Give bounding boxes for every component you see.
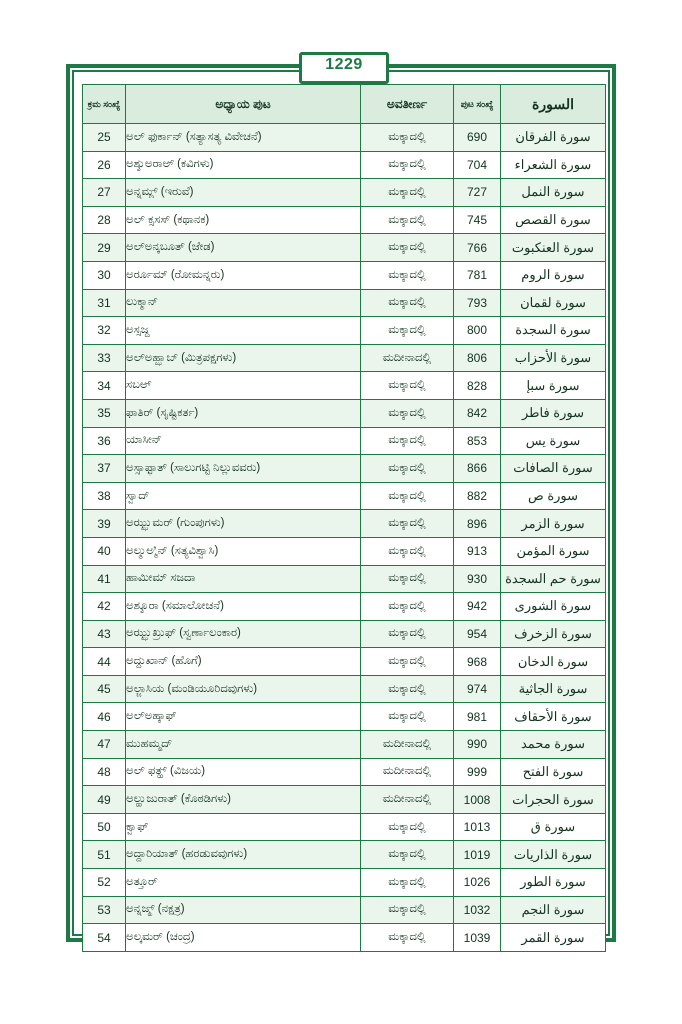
cell-page-number: 853	[454, 427, 501, 455]
cell-page-number: 954	[454, 620, 501, 648]
cell-arabic-name: سورة الفرقان	[501, 124, 606, 152]
cell-serial: 38	[83, 482, 126, 510]
cell-serial: 31	[83, 289, 126, 317]
cell-serial: 39	[83, 510, 126, 538]
cell-serial: 33	[83, 344, 126, 372]
cell-revelation-place: ಮದೀನಾದಲ್ಲಿ	[361, 731, 454, 759]
page-number: 1229	[299, 52, 389, 84]
cell-arabic-name: سورة الأحزاب	[501, 344, 606, 372]
cell-chapter-title: ಯಾಸೀನ್	[126, 427, 361, 455]
cell-serial: 28	[83, 206, 126, 234]
cell-arabic-name: سورة الحجرات	[501, 786, 606, 814]
cell-arabic-name: سورة الشعراء	[501, 151, 606, 179]
cell-serial: 54	[83, 924, 126, 952]
cell-serial: 37	[83, 455, 126, 483]
cell-chapter-title: ಅನ್ನಜ್ಮ್ (ನಕ್ಷತ್ರ)	[126, 896, 361, 924]
cell-revelation-place: ಮಕ್ಕಾದಲ್ಲಿ	[361, 813, 454, 841]
table-row	[83, 124, 606, 152]
table-row	[83, 841, 606, 869]
cell-arabic-name: سورة الزخرف	[501, 620, 606, 648]
table-row	[83, 344, 606, 372]
table-row	[83, 455, 606, 483]
cell-revelation-place: ಮಕ್ಕಾದಲ್ಲಿ	[361, 703, 454, 731]
cell-page-number: 913	[454, 537, 501, 565]
cell-chapter-title: ಅಲ್ಅಹ್ಕಾಫ್	[126, 703, 361, 731]
table-row	[83, 261, 606, 289]
table-row	[83, 813, 606, 841]
cell-arabic-name: سورة النمل	[501, 179, 606, 207]
cell-revelation-place: ಮಕ್ಕಾದಲ್ಲಿ	[361, 675, 454, 703]
cell-chapter-title: ಅಲ್ಅನ್ಕಬೂತ್ (ಜೇಡ)	[126, 234, 361, 262]
column-header-chapter: ಅಧ್ಯಾಯ ಪುಟ	[126, 85, 361, 124]
cell-serial: 47	[83, 731, 126, 759]
cell-arabic-name: سورة الجاثية	[501, 675, 606, 703]
cell-revelation-place: ಮಕ್ಕಾದಲ್ಲಿ	[361, 537, 454, 565]
cell-arabic-name: سورة الزمر	[501, 510, 606, 538]
table-row	[83, 593, 606, 621]
cell-chapter-title: ಅಲ್ಜಾಸಿಯ (ಮಂಡಿಯೂರಿದವುಗಳು)	[126, 675, 361, 703]
cell-page-number: 800	[454, 317, 501, 345]
cell-page-number: 968	[454, 648, 501, 676]
cell-chapter-title: ಫಾತಿರ್ (ಸೃಷ್ಟಿಕರ್ತ)	[126, 399, 361, 427]
table-row	[83, 537, 606, 565]
cell-arabic-name: سورة الفتح	[501, 758, 606, 786]
cell-serial: 26	[83, 151, 126, 179]
cell-arabic-name: سورة السجدة	[501, 317, 606, 345]
cell-arabic-name: سورة يس	[501, 427, 606, 455]
cell-chapter-title: ಸ್ವಾದ್	[126, 482, 361, 510]
cell-page-number: 690	[454, 124, 501, 152]
cell-page-number: 781	[454, 261, 501, 289]
cell-chapter-title: ಅಸ್ಸಾಫ್ಫಾತ್ (ಸಾಲುಗಟ್ಟಿ ನಿಲ್ಲುವವರು)	[126, 455, 361, 483]
cell-revelation-place: ಮಕ್ಕಾದಲ್ಲಿ	[361, 261, 454, 289]
cell-arabic-name: سورة العنكبوت	[501, 234, 606, 262]
table-row	[83, 924, 606, 952]
cell-arabic-name: سورة سبإ	[501, 372, 606, 400]
cell-chapter-title: ಅರ್ರೂಮ್ (ರೋಮನ್ನರು)	[126, 261, 361, 289]
table-row	[83, 399, 606, 427]
cell-page-number: 896	[454, 510, 501, 538]
cell-serial: 51	[83, 841, 126, 869]
cell-page-number: 930	[454, 565, 501, 593]
cell-chapter-title: ಅಝ್ಝುಖ್ರುಫ್ (ಸ್ವರ್ಣಾಲಂಕಾರ)	[126, 620, 361, 648]
cell-revelation-place: ಮಕ್ಕಾದಲ್ಲಿ	[361, 372, 454, 400]
cell-page-number: 1032	[454, 896, 501, 924]
table-row	[83, 427, 606, 455]
table-body	[83, 124, 606, 952]
cell-page-number: 866	[454, 455, 501, 483]
cell-arabic-name: سورة الدخان	[501, 648, 606, 676]
surah-index-table	[82, 84, 606, 952]
column-header-page: ಪುಟ ಸಂಖ್ಯೆ	[454, 85, 501, 124]
cell-serial: 50	[83, 813, 126, 841]
cell-arabic-name: سورة فاطر	[501, 399, 606, 427]
column-header-arabic: السورة	[501, 85, 606, 124]
table-row	[83, 648, 606, 676]
cell-serial: 29	[83, 234, 126, 262]
cell-chapter-title: ಅದ್ದಾರಿಯಾತ್ (ಹರಡುವವುಗಳು)	[126, 841, 361, 869]
cell-serial: 25	[83, 124, 126, 152]
cell-revelation-place: ಮಕ್ಕಾದಲ್ಲಿ	[361, 427, 454, 455]
table-row	[83, 179, 606, 207]
table-row	[83, 731, 606, 759]
cell-revelation-place: ಮದೀನಾದಲ್ಲಿ	[361, 758, 454, 786]
cell-chapter-title: ಹಾಮೀಮ್ ಸಜದಾ	[126, 565, 361, 593]
cell-revelation-place: ಮಕ್ಕಾದಲ್ಲಿ	[361, 841, 454, 869]
table-row	[83, 510, 606, 538]
column-header-serial: ಕ್ರಮ ಸಂಖ್ಯೆ	[83, 85, 126, 124]
cell-chapter-title: ಅಸ್ಸಜ್ದ	[126, 317, 361, 345]
cell-chapter-title: ಅಲ್ ಫತ್ಹ್ (ವಿಜಯ)	[126, 758, 361, 786]
cell-page-number: 1026	[454, 869, 501, 897]
cell-serial: 40	[83, 537, 126, 565]
cell-revelation-place: ಮಕ್ಕಾದಲ್ಲಿ	[361, 179, 454, 207]
cell-arabic-name: سورة الشورى	[501, 593, 606, 621]
cell-page-number: 990	[454, 731, 501, 759]
cell-arabic-name: سورة حم السجدة	[501, 565, 606, 593]
cell-page-number: 1039	[454, 924, 501, 952]
cell-chapter-title: ಸಬಅ್	[126, 372, 361, 400]
cell-arabic-name: سورة ق	[501, 813, 606, 841]
cell-page-number: 745	[454, 206, 501, 234]
cell-serial: 32	[83, 317, 126, 345]
cell-page-number: 882	[454, 482, 501, 510]
cell-chapter-title: ಅದ್ದುಖಾನ್ (ಹೊಗೆ)	[126, 648, 361, 676]
cell-page-number: 828	[454, 372, 501, 400]
cell-arabic-name: سورة النجم	[501, 896, 606, 924]
cell-chapter-title: ಅಲ್ಕಮರ್ (ಚಂದ್ರ)	[126, 924, 361, 952]
cell-serial: 49	[83, 786, 126, 814]
cell-page-number: 1008	[454, 786, 501, 814]
cell-revelation-place: ಮಕ್ಕಾದಲ್ಲಿ	[361, 317, 454, 345]
cell-revelation-place: ಮದೀನಾದಲ್ಲಿ	[361, 344, 454, 372]
cell-arabic-name: سورة الأحقاف	[501, 703, 606, 731]
table-row	[83, 151, 606, 179]
cell-arabic-name: سورة ص	[501, 482, 606, 510]
cell-revelation-place: ಮಕ್ಕಾದಲ್ಲಿ	[361, 648, 454, 676]
cell-arabic-name: سورة القمر	[501, 924, 606, 952]
cell-chapter-title: ಅಲ್ಮುಅ್ಮಿನ್ (ಸತ್ಯವಿಶ್ವಾಸಿ)	[126, 537, 361, 565]
cell-revelation-place: ಮಕ್ಕಾದಲ್ಲಿ	[361, 455, 454, 483]
cell-arabic-name: سورة المؤمن	[501, 537, 606, 565]
table-row	[83, 289, 606, 317]
cell-revelation-place: ಮಕ್ಕಾದಲ್ಲಿ	[361, 482, 454, 510]
table-row	[83, 758, 606, 786]
cell-chapter-title: ಲುಕ್ಮಾನ್	[126, 289, 361, 317]
cell-chapter-title: ಅಲ್ ಕ್ಸಸಸ್ (ಕಥಾನಕ)	[126, 206, 361, 234]
cell-arabic-name: سورة محمد	[501, 731, 606, 759]
cell-arabic-name: سورة لقمان	[501, 289, 606, 317]
cell-chapter-title: ಅತ್ತೂರ್	[126, 869, 361, 897]
cell-serial: 35	[83, 399, 126, 427]
table-row	[83, 565, 606, 593]
table-row	[83, 372, 606, 400]
cell-serial: 53	[83, 896, 126, 924]
cell-serial: 52	[83, 869, 126, 897]
cell-page-number: 704	[454, 151, 501, 179]
cell-arabic-name: سورة الذاريات	[501, 841, 606, 869]
cell-page-number: 793	[454, 289, 501, 317]
cell-arabic-name: سورة الصافات	[501, 455, 606, 483]
table-header-row	[83, 85, 606, 124]
cell-page-number: 727	[454, 179, 501, 207]
column-header-revelation: ಅವತೀರ್ಣ	[361, 85, 454, 124]
cell-revelation-place: ಮಕ್ಕಾದಲ್ಲಿ	[361, 510, 454, 538]
table-row	[83, 234, 606, 262]
cell-revelation-place: ಮಕ್ಕಾದಲ್ಲಿ	[361, 565, 454, 593]
table-row	[83, 620, 606, 648]
cell-arabic-name: سورة القصص	[501, 206, 606, 234]
cell-serial: 27	[83, 179, 126, 207]
table-row	[83, 896, 606, 924]
cell-revelation-place: ಮಕ್ಕಾದಲ್ಲಿ	[361, 896, 454, 924]
cell-page-number: 999	[454, 758, 501, 786]
table-row	[83, 317, 606, 345]
cell-serial: 44	[83, 648, 126, 676]
cell-arabic-name: سورة الطور	[501, 869, 606, 897]
surah-index-table-container	[82, 84, 600, 952]
cell-revelation-place: ಮಕ್ಕಾದಲ್ಲಿ	[361, 124, 454, 152]
cell-chapter-title: ಅಶ್ಶೂರಾ (ಸಮಾಲೋಚನೆ)	[126, 593, 361, 621]
cell-serial: 48	[83, 758, 126, 786]
cell-revelation-place: ಮಕ್ಕಾದಲ್ಲಿ	[361, 593, 454, 621]
cell-chapter-title: ಅಲ್ಹುಜುರಾತ್ (ಕೊಠಡಿಗಳು)	[126, 786, 361, 814]
cell-page-number: 1013	[454, 813, 501, 841]
cell-revelation-place: ಮಕ್ಕಾದಲ್ಲಿ	[361, 924, 454, 952]
cell-serial: 42	[83, 593, 126, 621]
cell-revelation-place: ಮಕ್ಕಾದಲ್ಲಿ	[361, 869, 454, 897]
cell-page-number: 766	[454, 234, 501, 262]
cell-chapter-title: ಅನ್ನಮ್ಲ್ (ಇರುವೆ)	[126, 179, 361, 207]
cell-page-number: 842	[454, 399, 501, 427]
cell-serial: 43	[83, 620, 126, 648]
cell-serial: 36	[83, 427, 126, 455]
table-header	[83, 85, 606, 124]
cell-page-number: 942	[454, 593, 501, 621]
cell-revelation-place: ಮಕ್ಕಾದಲ್ಲಿ	[361, 234, 454, 262]
cell-revelation-place: ಮಕ್ಕಾದಲ್ಲಿ	[361, 289, 454, 317]
table-row	[83, 786, 606, 814]
cell-page-number: 974	[454, 675, 501, 703]
cell-serial: 30	[83, 261, 126, 289]
cell-serial: 41	[83, 565, 126, 593]
cell-chapter-title: ಮುಹಮ್ಮದ್	[126, 731, 361, 759]
cell-page-number: 1019	[454, 841, 501, 869]
table-row	[83, 482, 606, 510]
cell-revelation-place: ಮಕ್ಕಾದಲ್ಲಿ	[361, 620, 454, 648]
cell-chapter-title: ಅಲ್ಅಹ್ಝಾಬ್ (ಮಿತ್ರಪಕ್ಷಗಳು)	[126, 344, 361, 372]
cell-serial: 46	[83, 703, 126, 731]
cell-revelation-place: ಮದೀನಾದಲ್ಲಿ	[361, 786, 454, 814]
table-row	[83, 675, 606, 703]
cell-serial: 45	[83, 675, 126, 703]
cell-serial: 34	[83, 372, 126, 400]
cell-revelation-place: ಮಕ್ಕಾದಲ್ಲಿ	[361, 151, 454, 179]
cell-chapter-title: ಕ್ವಾಫ್	[126, 813, 361, 841]
table-row	[83, 869, 606, 897]
cell-page-number: 981	[454, 703, 501, 731]
cell-chapter-title: ಅಝ್ಝುಮರ್ (ಗುಂಪುಗಳು)	[126, 510, 361, 538]
cell-revelation-place: ಮಕ್ಕಾದಲ್ಲಿ	[361, 206, 454, 234]
table-row	[83, 206, 606, 234]
cell-chapter-title: ಅಲ್ ಫುರ್ಕಾನ್ (ಸತ್ಯಾಸತ್ಯ ವಿವೇಚನೆ)	[126, 124, 361, 152]
cell-revelation-place: ಮಕ್ಕಾದಲ್ಲಿ	[361, 399, 454, 427]
cell-chapter-title: ಅಶ್ಶುಅರಾಅ್ (ಕವಿಗಳು)	[126, 151, 361, 179]
table-row	[83, 703, 606, 731]
cell-page-number: 806	[454, 344, 501, 372]
cell-arabic-name: سورة الروم	[501, 261, 606, 289]
